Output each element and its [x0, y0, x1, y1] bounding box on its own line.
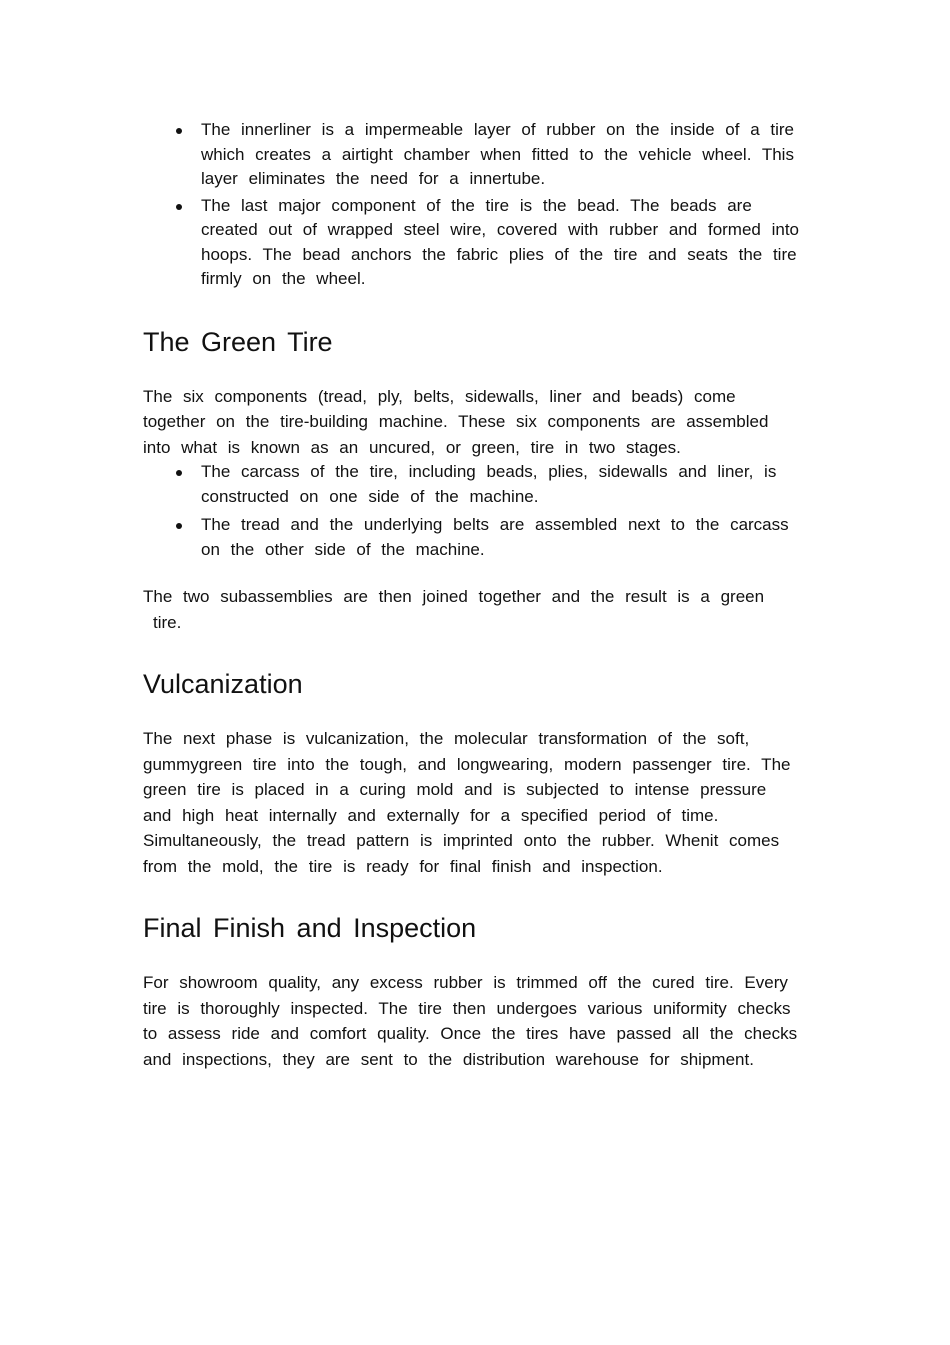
- bullet-icon: [176, 204, 182, 210]
- bullet-icon: [176, 523, 182, 529]
- bullet-icon: [176, 470, 182, 476]
- list-item: [201, 194, 803, 292]
- list-item: [201, 460, 803, 509]
- vulcanization-heading: Vulcanization: [143, 669, 303, 699]
- intro-bullet-list: [143, 118, 803, 292]
- green-tire-paragraph: The six components (tread, ply, belts, sidewalls, liner and beads) come together on the tire-building machine. These six components are assembled into what is known as an uncured, or green, tire in two stages.: [143, 386, 769, 457]
- list-item: [201, 513, 803, 562]
- bullet-icon: [176, 128, 182, 134]
- list-item: [201, 118, 803, 192]
- document-page: [143, 118, 803, 1072]
- green-tire-closing: The two subassemblies are then joined together and the result is a green tire.: [143, 587, 765, 632]
- bead-text: The last major component of the tire is the bead. The beads are created out of wrapped steel wire, covered with rubber and formed into hoops. The bead anchors the fabric plies of the tire and seats the tire firmly on the wheel.: [201, 195, 800, 288]
- tread-text: The tread and the underlying belts are assembled next to the carcass on the other side of the machine.: [201, 515, 789, 559]
- green-tire-bullet-list: [143, 460, 803, 562]
- final-finish-paragraph: For showroom quality, any excess rubber is trimmed off the cured tire. Every tire is thoroughly inspected. The tire then undergoes various uniformity checks to assess ride and comfort quality. Once the tires have passed all the checks and inspections, they are sent to the distribution warehouse for shipment.: [143, 973, 798, 1069]
- innerliner-text: The innerliner is a impermeable layer of rubber on the inside of a tire which creates a airtight chamber when fitted to the vehicle wheel. This layer eliminates the need for a innertube.: [201, 120, 794, 188]
- carcass-text: The carcass of the tire, including beads, plies, sidewalls and liner, is constructed on one side of the machine.: [201, 462, 777, 506]
- final-finish-heading: Final Finish and Inspection: [143, 913, 477, 943]
- vulcanization-paragraph: The next phase is vulcanization, the molecular transformation of the soft, gummygreen tire into the tough, and longwearing, modern passenger tire. The green tire is placed in a curing mold and is subjected to intense pressure and high heat internally and externally for a specified period of time. Simultaneously, the tread pattern is imprinted onto the rubber. Whenit comes from the mold, the tire is ready for final finish and inspection.: [143, 729, 791, 876]
- green-tire-heading: The Green Tire: [143, 326, 333, 357]
